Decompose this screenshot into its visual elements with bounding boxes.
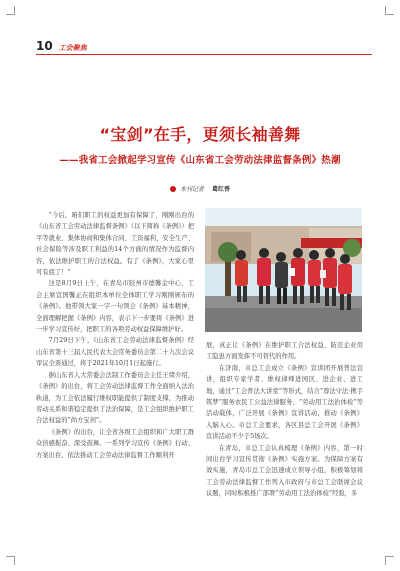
page-number: 10: [36, 39, 53, 53]
paragraph: 展，真正让《条例》在维护职工合法权益、防范企业用工隐患方面发挥不可替代的作用。: [206, 342, 363, 361]
paragraph: 据山东省人大常委会法制工作委员会主任王绪介绍，《条例》的出台，将工会劳动法律监督工作全面纳入法治轨道，为工会依法履行维权职能提供了制度支撑，为推动劳动关系和谐稳定提供了法治保障，是工会组织维护职工合法权益的“尚方宝剑”。: [36, 371, 194, 425]
article-subtitle: ——我省工会掀起学习宣传《山东省工会劳动法律监督条例》热潮: [59, 155, 341, 166]
byline: [0, 184, 400, 193]
section-name: 工会聚焦: [58, 44, 87, 52]
paragraph: “今后，咱们职工的权益更加有保障了，刚刚出台的《山东省工会劳动法律监督条例》（以下简称《条例》）把平等就业、集体协商和集体合同、工资福利、安全生产、社会保险等涉及职工利益的14个方面的情况作为监督内容，依法维护职工的合法权益。有了《条例》，大家心里可有底了！”: [36, 212, 194, 277]
paragraph: 在青岛，市总工会认真梳理《条例》内容，第一时间出台学习宣传贯彻《条例》实施方案。为保障方案有效实施，青岛市总工会迅速成立领导小组，积极筹划将工会劳动法律监督工作列入市政府与市总工会联席会议议题，同时积极推广部署“劳动用工法治体检”经验，多: [206, 444, 363, 498]
right-column: [206, 340, 363, 500]
paragraph: 7月29日下午，《山东省工会劳动法律监督条例》经山东省第十三届人民代表大会常务委员会第二十九次会议审议全票通过，将于2021年10月1日起施行。: [36, 337, 194, 368]
article-title: “宝剑”在手，更须长袖善舞: [99, 125, 301, 144]
page-header: [36, 38, 372, 52]
crop-mark-top-left: [6, 6, 15, 15]
byline-name: 葛红香: [212, 186, 231, 193]
byline-role: 本刊记者: [179, 186, 204, 193]
crop-mark-bottom-left: [6, 556, 15, 565]
crop-mark-bottom-right: [385, 556, 394, 565]
paragraph: 这是8月9日上午，在青岛市胶州市德馨金中心，工会主席宣国馨正在组织本单位全体职工学习刚刚颁布的《条例》。他带领大家一字一句领会《条例》基本精神，全面理解把握《条例》内容，表示下一步要将《条例》进一步学习宣传好，把职工的各项劳动权益保障维护好。: [36, 280, 194, 334]
paragraph: 在济南，市总工会成立《条例》宣讲团开展普法宣讲，组织专家学者、维权律师进园区、进企业、进工地，通过“工会普法大讲堂”等形式，结合“尊法守法·携手筑梦”服务农民工公益法律服务、“劳动用工法治体检”等活动载体，广泛开展《条例》宣讲活动，推动《条例》入脑入心。市总工会要求，各区县总工会开展《条例》宣讲活动不少于5场次。: [206, 364, 363, 441]
left-column: [36, 210, 194, 461]
header-rule: [36, 54, 372, 55]
event-photo-illustration: [205, 208, 362, 332]
byline-bullet-icon: [170, 186, 176, 192]
article-photo: [205, 208, 362, 332]
paragraph: 《条例》的出台，让全省各级工会组织和广大职工群众倍感振奋、深受鼓舞。一系列学习宣传《条例》行动、方案出台，依法推动工会劳动法律监督工作顺利开: [36, 428, 194, 459]
crop-mark-top-right: [385, 6, 394, 15]
